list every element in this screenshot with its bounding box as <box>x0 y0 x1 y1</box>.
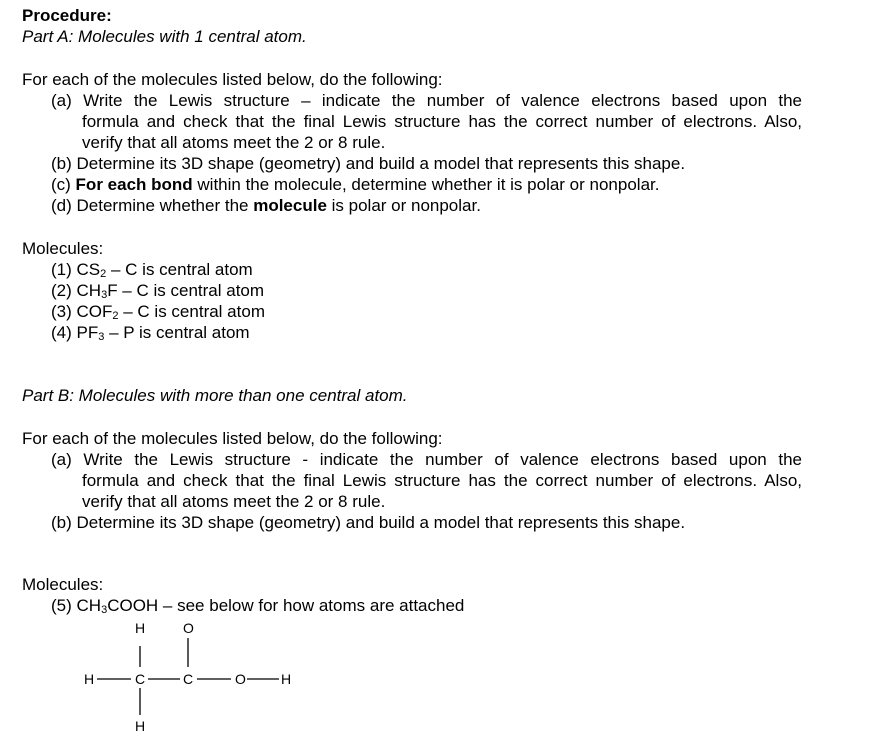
molecule-5-number: (5) <box>51 596 72 615</box>
molecule-4-description: – P is central atom <box>104 323 250 342</box>
part-a-step-d <box>51 196 481 216</box>
molecule-1 <box>51 260 253 280</box>
part-a-step-a-line2: formula and check that the final Lewis structure has the correct number of electrons. Also, <box>82 112 802 131</box>
atom-o-top: O <box>183 620 194 636</box>
molecule-4 <box>51 323 250 343</box>
part-a-step-c-post: within the molecule, determine whether it is polar or nonpolar. <box>192 175 660 194</box>
molecule-2-formula: $CH_3$ <box>76 281 108 301</box>
molecule-2-number: (2) <box>51 281 72 300</box>
atom-o-right: O <box>235 671 246 687</box>
part-b-step-a-line2: formula and check that the final Lewis structure has the correct number of electrons. Also, <box>82 471 802 490</box>
part-a-intro: For each of the molecules listed below, do the following: <box>22 70 443 89</box>
part-b-step-a-line1: (a) Write the Lewis structure - indicate the number of valence electrons based upon the <box>51 450 802 469</box>
molecule-1-formula: $CS_2$ <box>76 260 107 280</box>
atom-h-top: H <box>135 620 146 636</box>
molecule-1-description: – C is central atom <box>106 260 253 279</box>
part-a-step-b: (b) Determine its 3D shape (geometry) and build a model that represents this shape. <box>51 154 686 173</box>
part-b-step-b: (b) Determine its 3D shape (geometry) and build a model that represents this shape. <box>51 513 686 532</box>
molecule-5-formula: $CH_3COOH$ – see below for how atoms are attached <box>76 596 465 616</box>
atom-h-bottom: H <box>135 718 146 734</box>
molecule-4-formula: $PF_3$ <box>76 323 105 343</box>
part-a-step-c-pre: (c) <box>51 175 76 194</box>
part-a-step-d-post: is polar or nonpolar. <box>326 196 481 215</box>
part-b-step-a-line3: verify that all atoms meet the 2 or 8 rule. <box>82 492 386 511</box>
part-a-step-d-bold: molecule <box>253 196 327 215</box>
atom-h-right: H <box>281 671 292 687</box>
part-b-title: Part B: Molecules with more than one central atom. <box>22 386 408 405</box>
part-a-step-c-bold: For each bond <box>75 175 193 194</box>
molecule-4-number: (4) <box>51 323 72 342</box>
part-b-intro: For each of the molecules listed below, do the following: <box>22 429 443 448</box>
molecule-2-description: F – C is central atom <box>107 281 265 300</box>
molecule-3 <box>51 302 265 322</box>
molecule-2 <box>51 281 264 301</box>
molecule-3-description: – C is central atom <box>118 302 265 321</box>
atom-c1: C <box>135 671 146 687</box>
part-a-step-a-line1: (a) Write the Lewis structure – indicate the number of valence electrons based upon the <box>51 91 802 110</box>
molecule-1-number: (1) <box>51 260 72 279</box>
molecule-3-number: (3) <box>51 302 72 321</box>
part-b-molecules-heading: Molecules: <box>22 575 104 594</box>
atom-h-left: H <box>84 671 95 687</box>
part-a-molecules-heading: Molecules: <box>22 239 104 258</box>
molecule-3-formula: $COF_2$ <box>76 302 119 322</box>
part-a-step-c <box>51 175 659 195</box>
atom-c2: C <box>183 671 194 687</box>
procedure-heading: Procedure: <box>22 6 112 25</box>
part-a-step-a-line3: verify that all atoms meet the 2 or 8 rule. <box>82 133 386 152</box>
part-a-title: Part A: Molecules with 1 central atom. <box>22 27 307 46</box>
part-a-step-d-pre: (d) Determine whether the <box>51 196 254 215</box>
acetic-acid-structure-diagram <box>80 612 310 742</box>
